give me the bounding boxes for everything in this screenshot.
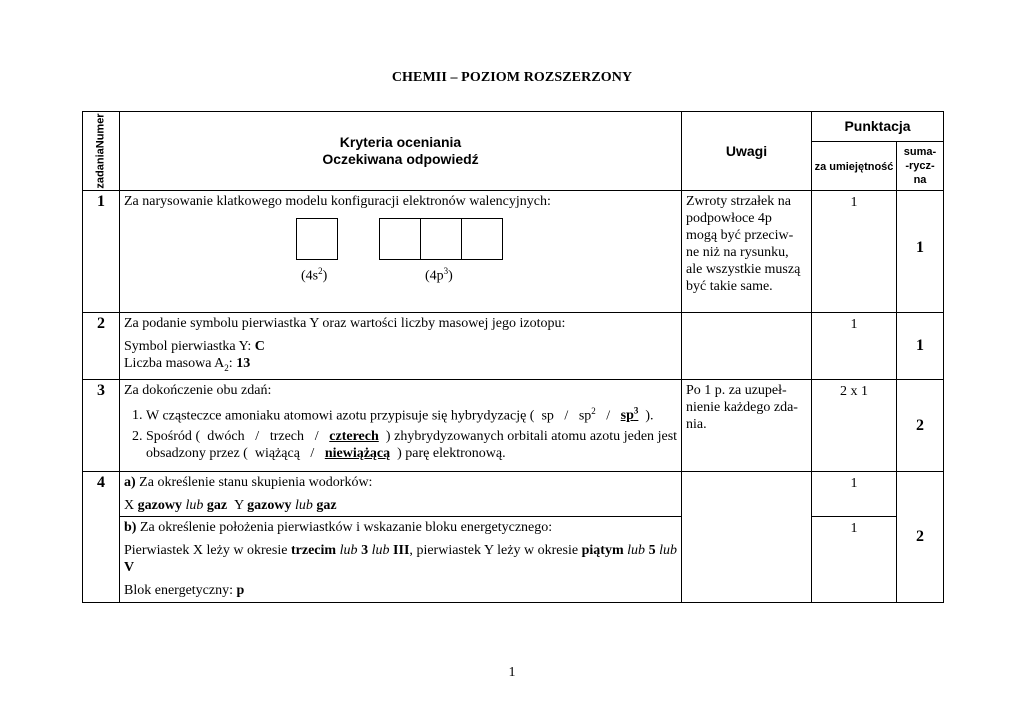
position-answer: Pierwiastek X leży w okresie trzecim lub 3 lub III, pierwiastek Y leży w okresie piątym lub 5 lub V	[124, 542, 678, 575]
skill-points: 1	[812, 471, 897, 516]
state-answer: X gazowy lub gaz Y gazowy lub gaz	[124, 497, 337, 513]
skill-points: 1	[812, 516, 897, 602]
total-points: 1	[897, 191, 944, 313]
total-points: 2	[897, 471, 944, 602]
task-number: 2	[83, 313, 120, 380]
orbital-box-4p	[420, 218, 462, 260]
task-remarks	[682, 313, 812, 380]
skill-points: 1	[812, 313, 897, 380]
header-skill-points: za umiejętność	[812, 142, 897, 191]
header-task-number: zadaniaNumer	[83, 112, 120, 191]
orbital-box-4s	[296, 218, 338, 260]
list-item: 2. Spośród ( dwóch / trzech / czterech ) zhybrydyzowanych orbitali atomu azotu jeden jest obsadzony przez ( wiążącą / niewiążącą ) parę elektronową.	[146, 428, 677, 462]
page-number: 1	[508, 665, 516, 680]
table-row	[83, 313, 944, 380]
mass-number: Liczba masowa $A_2$: 13	[124, 356, 251, 373]
header-total-points: suma- -rycz- na	[897, 142, 944, 191]
orbital-box-4p	[379, 218, 421, 260]
table-row	[83, 191, 944, 313]
skill-points: 1	[812, 191, 897, 313]
total-points: 2	[897, 379, 944, 471]
orbital-box-4p	[461, 218, 503, 260]
task-remarks: Zwroty strzałek na podpowłoce 4p mogą być przeciw- ne niż na rysunku, ale wszystkie muszą być takie same.	[682, 191, 812, 313]
header-points: Punktacja	[812, 112, 944, 142]
task-criteria: Za dokończenie obu zdań: 1. W cząsteczce amoniaku atomowi azotu przypisuje się hybrydyzację ( sp / $sp^2$ / $sp^3$ ). 2. Spośród ( dwóch / trzech / czterech ) zhybrydyzowanych orbitali atomu azotu jeden jest obsadzony przez ( wiążącą / niewiążącą ) parę elektronową.	[120, 379, 682, 471]
task-criteria: Za narysowanie klatkowego modelu konfiguracji elektronów walencyjnych: $(4s^2)$ $(4p^3)$	[120, 191, 682, 313]
task-number: 4	[83, 471, 120, 602]
header-remarks: Uwagi	[682, 112, 812, 191]
task-remarks	[682, 471, 812, 602]
task-criteria: Za podanie symbolu pierwiastka Y oraz wartości liczby masowej jego izotopu: Symbol pierwiastka Y: C Liczba masowa $A_2$: 13	[120, 313, 682, 380]
table-row	[83, 516, 944, 602]
task-criteria-b: b) Za określenie położenia pierwiastków i wskazanie bloku energetycznego: Pierwiastek X leży w okresie trzecim lub 3 lub III, pierwiastek Y leży w okresie piątym lub 5 lub V Blok energetyczny: p	[120, 516, 682, 602]
table-row	[83, 379, 944, 471]
skill-points: 2 x 1	[812, 379, 897, 471]
task-criteria-a: a) Za określenie stanu skupienia wodorków: X gazowy lub gaz Y gazowy lub gaz	[120, 471, 682, 516]
energy-block: Blok energetyczny: p	[124, 582, 245, 598]
table-row	[83, 471, 944, 516]
page-title: CHEMII – POZIOM ROZSZERZONY	[391, 70, 633, 85]
label-4s: $(4s^2)$	[301, 266, 328, 284]
scoring-table	[82, 111, 944, 603]
label-4p: $(4p^3)$	[425, 266, 453, 284]
header-criteria: Kryteria oceniania Oczekiwana odpowiedź	[120, 112, 682, 191]
task-number: 3	[83, 379, 120, 471]
task-remarks: Po 1 p. za uzupeł- nienie każdego zda- nia.	[682, 379, 812, 471]
element-symbol: Symbol pierwiastka Y: C	[124, 339, 265, 354]
total-points: 1	[897, 313, 944, 380]
orbital-diagram	[124, 218, 677, 262]
task-number: 1	[83, 191, 120, 313]
list-item: 1. W cząsteczce amoniaku atomowi azotu przypisuje się hybrydyzację ( sp / $sp^2$ / $sp^3$ ).	[146, 403, 677, 425]
